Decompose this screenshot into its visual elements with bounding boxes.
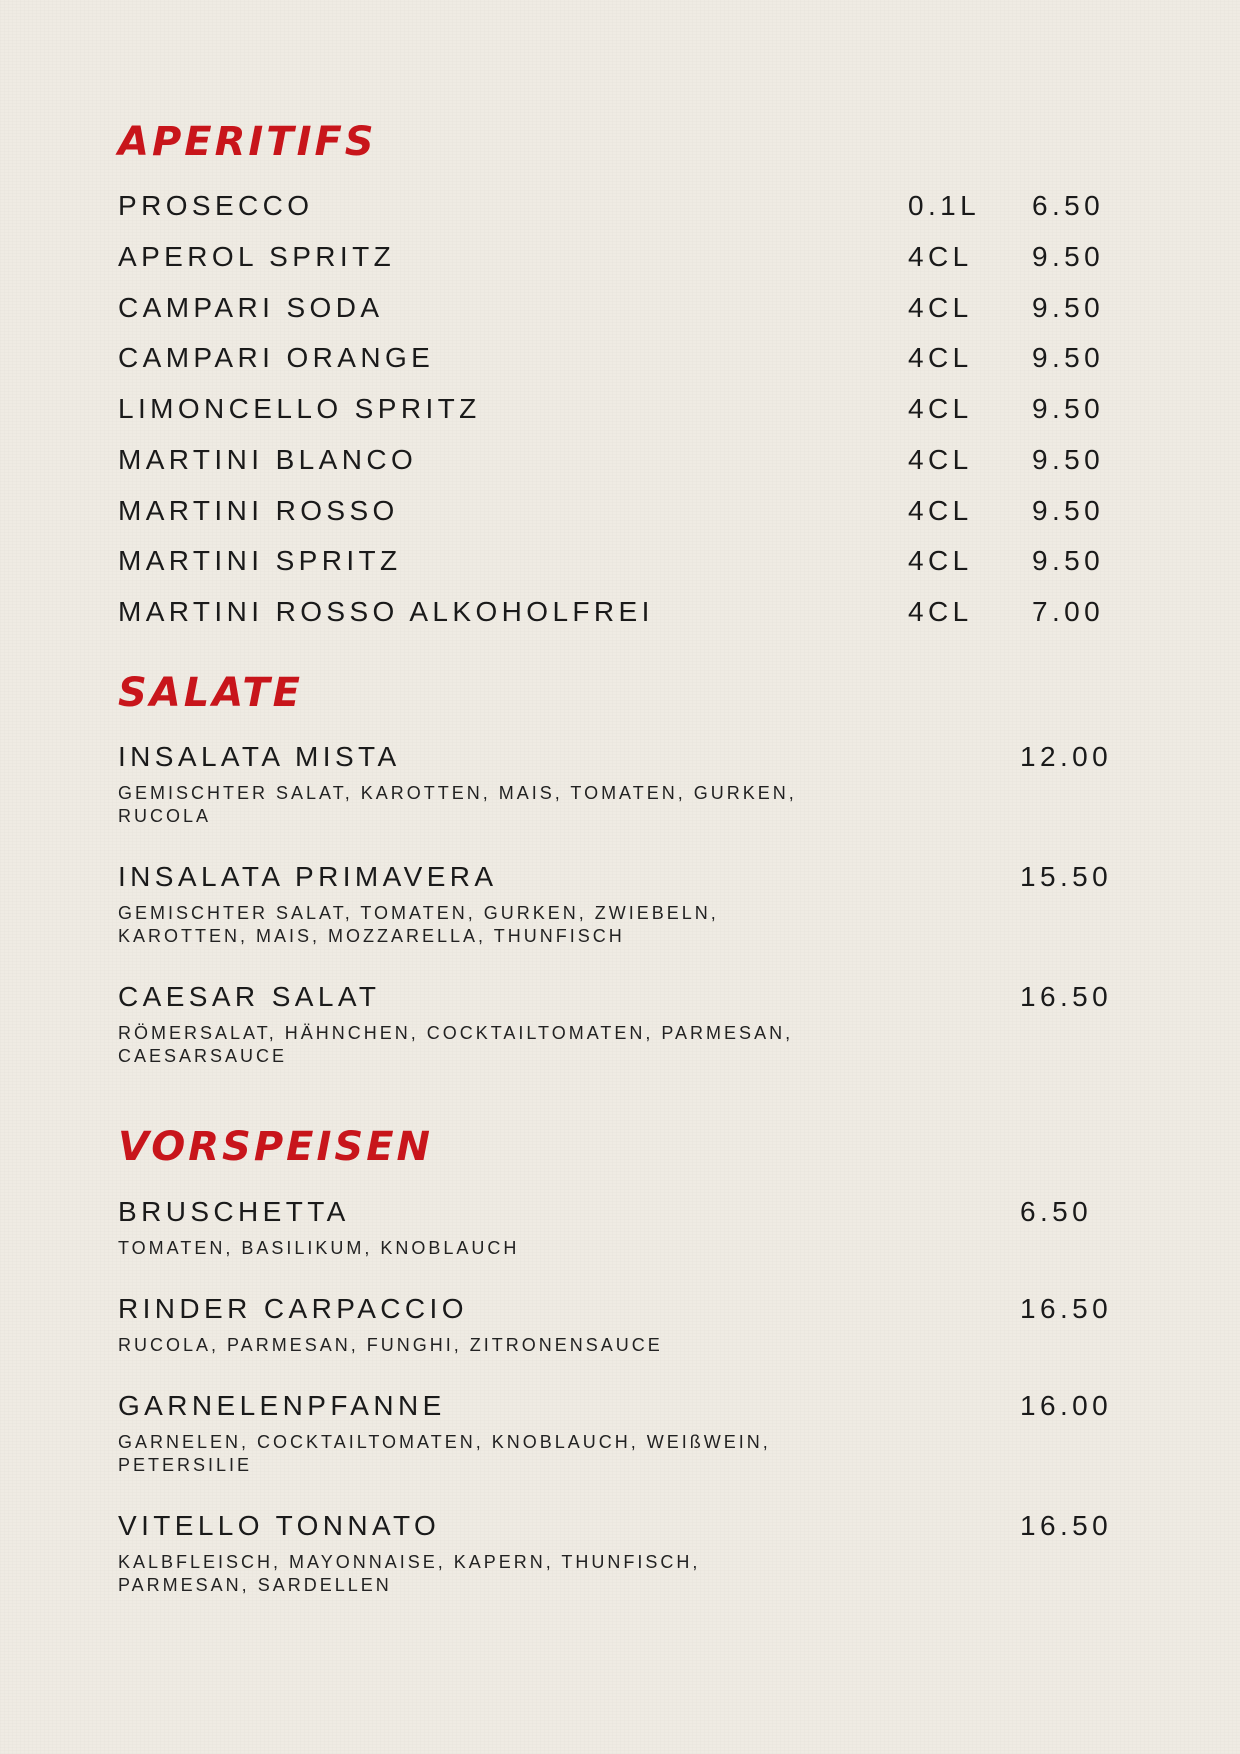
item-price: 16.50 [1020, 981, 1113, 1012]
item-price: 6.50 [1020, 1196, 1093, 1227]
item-volume: 4CL [908, 393, 973, 424]
section-title-vorspeisen: VORSPEISEN [118, 1124, 433, 1170]
item-price: 15.50 [1020, 861, 1113, 892]
item-name: BRUSCHETTA [118, 1196, 350, 1227]
item-name: VITELLO TONNATO [118, 1510, 441, 1541]
item-description: GARNELEN, COCKTAILTOMATEN, KNOBLAUCH, WEIßWEIN, PETERSILIE [118, 1432, 771, 1475]
item-description: RUCOLA, PARMESAN, FUNGHI, ZITRONENSAUCE [118, 1335, 663, 1355]
item-name: MARTINI BLANCO [118, 444, 418, 475]
item-volume: 4CL [908, 342, 973, 373]
item-price: 9.50 [1032, 444, 1105, 475]
aperitif-row [118, 494, 1118, 528]
aperitif-row [118, 544, 1118, 578]
aperitif-row [118, 291, 1118, 325]
item-volume: 4CL [908, 292, 973, 323]
item-price: 12.00 [1020, 741, 1113, 772]
item-name: CAESAR SALAT [118, 981, 381, 1012]
aperitif-row [118, 189, 1118, 223]
item-name: RINDER CARPACCIO [118, 1293, 468, 1324]
item-description: GEMISCHTER SALAT, KAROTTEN, MAIS, TOMATEN, GURKEN, RUCOLA [118, 783, 797, 826]
item-price: 16.50 [1020, 1510, 1113, 1541]
item-volume: 4CL [908, 596, 973, 627]
item-name: CAMPARI ORANGE [118, 342, 435, 373]
aperitif-row [118, 443, 1118, 477]
item-name: APEROL SPRITZ [118, 241, 396, 272]
item-name: INSALATA PRIMAVERA [118, 861, 498, 892]
item-name: PROSECCO [118, 190, 314, 221]
item-price: 16.00 [1020, 1390, 1113, 1421]
item-price: 9.50 [1032, 393, 1105, 424]
item-name: MARTINI ROSSO [118, 495, 399, 526]
item-volume: 4CL [908, 444, 973, 475]
item-name: LIMONCELLO SPRITZ [118, 393, 481, 424]
item-price: 9.50 [1032, 241, 1105, 272]
item-price: 9.50 [1032, 292, 1105, 323]
item-price: 9.50 [1032, 545, 1105, 576]
item-description: GEMISCHTER SALAT, TOMATEN, GURKEN, ZWIEBELN, KAROTTEN, MAIS, MOZZARELLA, THUNFISCH [118, 903, 719, 946]
aperitif-row [118, 392, 1118, 426]
item-volume: 4CL [908, 495, 973, 526]
item-name: MARTINI ROSSO ALKOHOLFREI [118, 596, 654, 627]
aperitif-row [118, 595, 1118, 629]
item-name: INSALATA MISTA [118, 741, 401, 772]
item-name: MARTINI SPRITZ [118, 545, 402, 576]
item-volume: 4CL [908, 545, 973, 576]
item-price: 6.50 [1032, 190, 1105, 221]
item-price: 9.50 [1032, 342, 1105, 373]
item-price: 9.50 [1032, 495, 1105, 526]
aperitif-row [118, 240, 1118, 274]
item-name: GARNELENPFANNE [118, 1390, 446, 1421]
aperitif-row [118, 341, 1118, 375]
section-title-salate: SALATE [118, 670, 303, 716]
item-volume: 0.1L [908, 190, 981, 221]
item-description: KALBFLEISCH, MAYONNAISE, KAPERN, THUNFISCH, PARMESAN, SARDELLEN [118, 1552, 701, 1595]
item-price: 7.00 [1032, 596, 1105, 627]
item-name: CAMPARI SODA [118, 292, 384, 323]
item-description: TOMATEN, BASILIKUM, KNOBLAUCH [118, 1238, 520, 1258]
section-title-aperitifs: APERITIFS [118, 119, 377, 165]
item-price: 16.50 [1020, 1293, 1113, 1324]
item-volume: 4CL [908, 241, 973, 272]
item-description: RÖMERSALAT, HÄHNCHEN, COCKTAILTOMATEN, PARMESAN, CAESARSAUCE [118, 1023, 794, 1066]
